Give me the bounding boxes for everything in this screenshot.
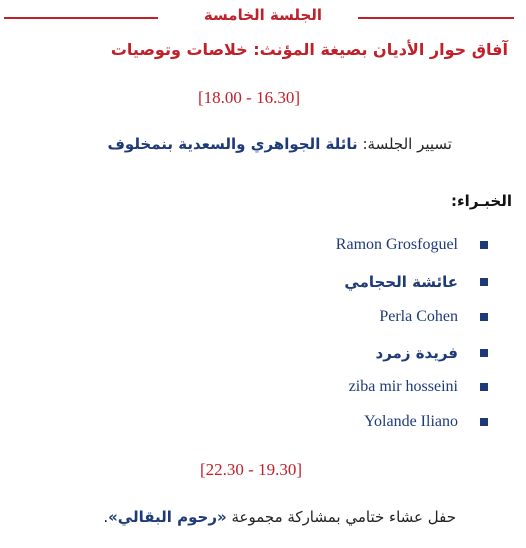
expert-item: [336, 233, 488, 257]
session-theme: آفاق حوار الأديان بصيغة المؤنث: خلاصات وتوصيات: [110, 40, 508, 59]
moderation-line: [107, 135, 452, 153]
moderation-label: تسيير الجلسة:: [362, 135, 452, 153]
session-title: الجلسة الخامسة: [203, 6, 323, 24]
closing-group: «رحوم البقالي»: [108, 508, 227, 526]
expert-name: عائشة الحجامي: [344, 273, 458, 291]
experts-label: الخبـراء:: [451, 192, 512, 210]
square-bullet-icon: [480, 313, 488, 321]
closing-end: .: [103, 508, 109, 526]
expert-name: ziba mir hosseini: [348, 378, 458, 395]
expert-name: Perla Cohen: [379, 308, 458, 325]
square-bullet-icon: [480, 383, 488, 391]
expert-item: [379, 305, 488, 329]
expert-item: [344, 270, 488, 294]
expert-item: [376, 341, 488, 365]
expert-item: [364, 410, 488, 434]
moderation-names: نائلة الجواهري والسعدية بنمخلوف: [107, 135, 358, 153]
closing-time: [22.30 - 19.30]: [200, 460, 302, 479]
expert-name: Yolande Iliano: [364, 413, 458, 430]
session-time: [18.00 - 16.30]: [198, 88, 300, 107]
square-bullet-icon: [480, 241, 488, 249]
closing-text: حفل عشاء ختامي بمشاركة مجموعة: [231, 508, 456, 526]
square-bullet-icon: [480, 418, 488, 426]
closing-line: [103, 508, 456, 526]
square-bullet-icon: [480, 278, 488, 286]
expert-name: Ramon Grosfoguel: [335, 236, 458, 253]
expert-name: فريدة زمرد: [375, 344, 458, 362]
square-bullet-icon: [480, 349, 488, 357]
expert-item: [349, 375, 488, 399]
